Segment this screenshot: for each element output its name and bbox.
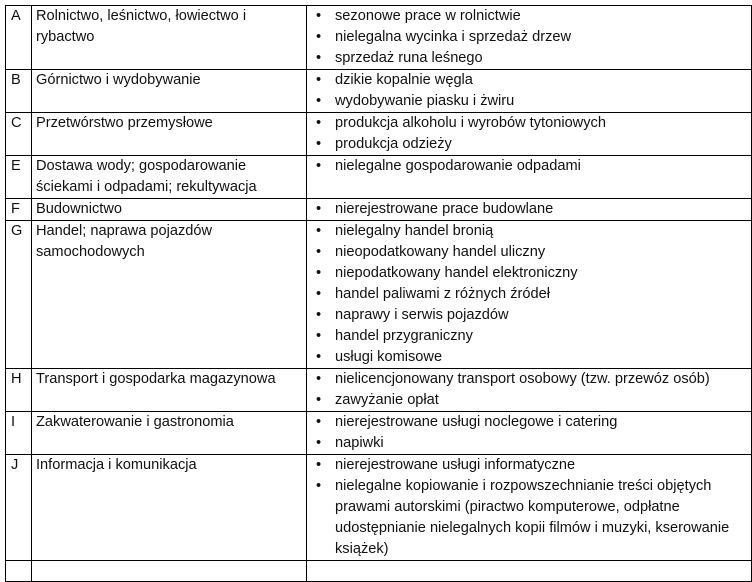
activity-item: • nierejestrowane prace budowlane <box>311 199 747 220</box>
activity-item: • nieopodatkowany handel uliczny <box>311 242 747 263</box>
activity-item: • nielegalne gospodarowanie odpadami <box>311 156 747 177</box>
activity-item: • handel paliwami z różnych źródeł <box>311 284 747 305</box>
table-row-cut-off <box>6 561 752 582</box>
activity-item: • nierejestrowane usługi informatyczne <box>311 455 747 476</box>
activity-list <box>311 221 747 368</box>
table-body <box>6 6 752 582</box>
activities-cell <box>307 199 752 221</box>
section-code: C <box>6 113 32 156</box>
activity-item: • sezonowe prace w rolnictwie <box>311 6 747 27</box>
section-code: B <box>6 70 32 113</box>
activities-cell <box>307 412 752 455</box>
section-name: Informacja i komunikacja <box>32 455 307 561</box>
activity-list <box>311 412 747 454</box>
section-code: A <box>6 6 32 70</box>
section-name: Handel; naprawa pojazdów samochodowych <box>32 221 307 369</box>
section-name: Transport i gospodarka magazynowa <box>32 369 307 412</box>
section-code: I <box>6 412 32 455</box>
table-row <box>6 412 752 455</box>
activities-cell <box>307 6 752 70</box>
activity-item: • dzikie kopalnie węgla <box>311 70 747 91</box>
empty-cell <box>6 561 32 582</box>
activities-cell <box>307 455 752 561</box>
activity-list <box>311 6 747 69</box>
economic-sections-table <box>5 5 752 582</box>
activity-list <box>311 455 747 560</box>
section-name: Dostawa wody; gospodarowanie ściekami i odpadami; rekultywacja <box>32 156 307 199</box>
activity-item: • usługi komisowe <box>311 347 747 368</box>
activity-item: • nierejestrowane usługi noclegowe i catering <box>311 412 747 433</box>
section-code: J <box>6 455 32 561</box>
section-name: Zakwaterowanie i gastronomia <box>32 412 307 455</box>
activities-cell <box>307 113 752 156</box>
activity-item: • wydobywanie piasku i żwiru <box>311 91 747 112</box>
section-name: Budownictwo <box>32 199 307 221</box>
section-name: Górnictwo i wydobywanie <box>32 70 307 113</box>
empty-cell <box>32 561 307 582</box>
section-code: G <box>6 221 32 369</box>
section-code: E <box>6 156 32 199</box>
table-row <box>6 113 752 156</box>
activity-item: • nielegalna wycinka i sprzedaż drzew <box>311 27 747 48</box>
activity-item: • niepodatkowany handel elektroniczny <box>311 263 747 284</box>
activity-item: • produkcja alkoholu i wyrobów tytoniowych <box>311 113 747 134</box>
table-row <box>6 6 752 70</box>
activity-list <box>311 156 747 177</box>
section-code: F <box>6 199 32 221</box>
activity-item: • handel przygraniczny <box>311 326 747 347</box>
table-row <box>6 221 752 369</box>
table-row <box>6 70 752 113</box>
table-row <box>6 199 752 221</box>
activity-item: • napiwki <box>311 433 747 454</box>
activities-cell <box>307 156 752 199</box>
section-name: Przetwórstwo przemysłowe <box>32 113 307 156</box>
activity-item: • nielicencjonowany transport osobowy (tzw. przewóz osób) <box>311 369 747 390</box>
section-name: Rolnictwo, leśnictwo, łowiectwo i rybactwo <box>32 6 307 70</box>
activity-item: • naprawy i serwis pojazdów <box>311 305 747 326</box>
activity-item: • nielegalny handel bronią <box>311 221 747 242</box>
activity-list <box>311 113 747 155</box>
activity-item: • produkcja odzieży <box>311 134 747 155</box>
activities-cell <box>307 221 752 369</box>
table-row <box>6 156 752 199</box>
activity-list <box>311 70 747 112</box>
activity-list <box>311 369 747 411</box>
activities-cell <box>307 369 752 412</box>
activities-cell <box>307 70 752 113</box>
activity-item: • nielegalne kopiowanie i rozpowszechnianie treści objętych prawami autorskimi (piractwo komputerowe, odpłatne udostępnianie nielegalnych kopii filmów i muzyki, kserowanie książek) <box>311 476 747 560</box>
empty-cell <box>307 561 752 582</box>
activity-item: • zawyżanie opłat <box>311 390 747 411</box>
table-row <box>6 455 752 561</box>
table-row <box>6 369 752 412</box>
section-code: H <box>6 369 32 412</box>
activity-item: • sprzedaż runa leśnego <box>311 48 747 69</box>
activity-list <box>311 199 747 220</box>
